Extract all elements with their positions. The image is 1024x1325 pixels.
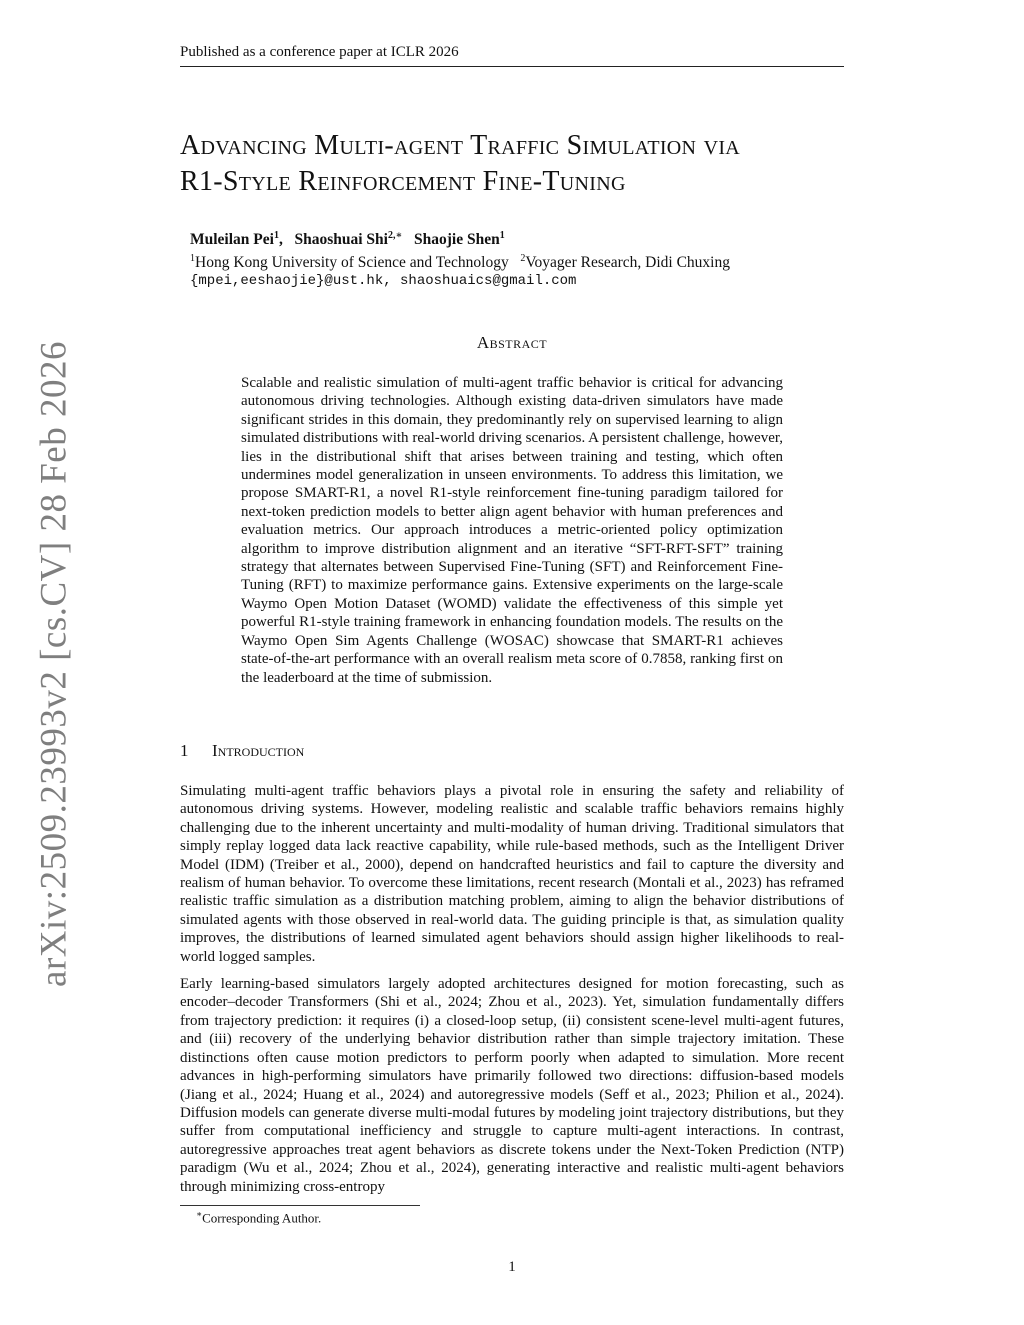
running-head: Published as a conference paper at ICLR 2026 bbox=[180, 44, 844, 67]
introduction-body bbox=[180, 782, 844, 1205]
paper-title-line-2: R1-Style Reinforcement Fine-Tuning bbox=[180, 166, 626, 197]
author-affiliation-mark: 1 bbox=[499, 230, 505, 241]
section-heading-introduction bbox=[180, 741, 304, 761]
paper-title-line-1: Advancing Multi-agent Traffic Simulation via bbox=[180, 130, 741, 161]
section-title: Introduction bbox=[212, 741, 305, 760]
author-affiliation-mark: 2,∗ bbox=[387, 230, 403, 241]
affiliation-mark: 1 bbox=[190, 253, 195, 265]
footnote bbox=[196, 1209, 321, 1226]
author-name: Muleilan Pei bbox=[190, 231, 274, 249]
arxiv-identifier-stamp[interactable]: arXiv:2509.23993v2 [cs.CV] 28 Feb 2026 bbox=[33, 341, 75, 987]
author-name: Shaoshuai Shi bbox=[294, 231, 388, 249]
paper-title bbox=[180, 128, 880, 200]
author-list: Muleilan Pei$^1$, Shaoshuai Shi$^{2,∗}$ Shaojie Shen$^1$ bbox=[190, 230, 505, 249]
author-emails: {mpei,eeshaojie}@ust.hk, shaoshuaics@gmail.com bbox=[190, 273, 577, 290]
abstract-text: Scalable and realistic simulation of multi-agent traffic behavior is critical for advancing autonomous driving technologies. Although existing data-driven simulators have made significant strides in this domain, they predominantly rely on supervised learning to align simulated distributions with real-world driving scenarios. A persistent challenge, however, lies in the distributional shift that arises between training and testing, which often undermines model generalization in unseen environments. To address this limitation, we propose SMART-R1, a novel R1-style reinforcement fine-tuning paradigm tailored for next-token prediction models to better align agent behavior with human preferences and evaluation metrics. Our approach introduces a metric-oriented policy optimization algorithm to improve distribution alignment and an iterative “SFT-RFT-SFT” training strategy that alternates between Supervised Fine-Tuning (SFT) and Reinforcement Fine-Tuning (RFT) to maximize performance gains. Extensive experiments on the large-scale Waymo Open Motion Dataset (WOMD) validate the effectiveness of this simple yet powerful R1-style training framework in enhancing foundation models. The results on the Waymo Open Sim Agents Challenge (WOSAC) showcase that SMART-R1 achieves state-of-the-art performance with an overall realism meta score of 0.7858, ranking first on the leaderboard at the time of submission. bbox=[241, 375, 783, 686]
page-number: 1 bbox=[508, 1259, 516, 1275]
paragraph: Simulating multi-agent traffic behaviors plays a pivotal role in ensuring the safety and reliability of autonomous driving systems. However, modeling realistic and scalable traffic behaviors remains highly challenging due to the inherent uncertainty and multi-modality of human driving. Traditional simulators that simply replay logged data lack reactive capability, while rule-based methods, such as the Intelligent Driver Model (IDM) (Treiber et al., 2000), depend on handcrafted heuristics and fail to capture the diversity and realism of human behavior. To overcome these limitations, recent research (Montali et al., 2023) has reframed realistic traffic simulation as a distribution matching problem, aiming to align the behavior distributions of simulated agents with those observed in real-world data. The guiding principle is that, as simulation quality improves, the distributions of learned simulated agent behaviors should assign higher likelihoods to real-world logged samples. bbox=[180, 783, 844, 965]
author-affiliation-mark: 1 bbox=[273, 230, 279, 241]
affiliation-mark: 2 bbox=[520, 253, 526, 265]
affiliation-name: Hong Kong University of Science and Technology bbox=[195, 254, 509, 272]
abstract-heading: Abstract bbox=[476, 333, 548, 352]
affiliation-name: Voyager Research, Didi Chuxing bbox=[525, 254, 730, 272]
footnote-text: Corresponding Author. bbox=[202, 1210, 322, 1226]
footnote-mark: ∗ bbox=[196, 1209, 203, 1219]
author-block bbox=[190, 226, 850, 291]
affiliation-list bbox=[190, 249, 850, 272]
section-number: 1 bbox=[180, 741, 189, 760]
author-name: Shaojie Shen bbox=[414, 231, 500, 249]
footnote-divider bbox=[180, 1205, 420, 1206]
paragraph: Early learning-based simulators largely adopted architectures designed for motion forecasting, such as encoder–decoder Transformers (Shi et al., 2024; Zhou et al., 2023). Yet, simulation fundamentally differs from trajectory prediction: it requires (i) a closed-loop setup, (ii) consistent scene-level multi-agent futures, and (iii) recovery of the underlying behavior distribution rather than simple trajectory imitation. These distinctions often cause motion predictors to perform poorly when adapted to simulation. More recent advances in high-performing simulators have primarily followed two directions: diffusion-based models (Jiang et al., 2024; Huang et al., 2024) and autoregressive models (Seff et al., 2023; Philion et al., 2024). Diffusion models can generate diverse multi-modal futures by modeling joint trajectory distributions, but they suffer from computational inefficiency and struggle to capture multi-agent interactions. In contrast, autoregressive approaches treat agent behaviors as discrete tokens under the Next-Token Prediction (NTP) paradigm (Wu et al., 2024; Zhou et al., 2024), generating interactive and realistic multi-agent behaviors through minimizing cross-entropy bbox=[180, 976, 844, 1195]
